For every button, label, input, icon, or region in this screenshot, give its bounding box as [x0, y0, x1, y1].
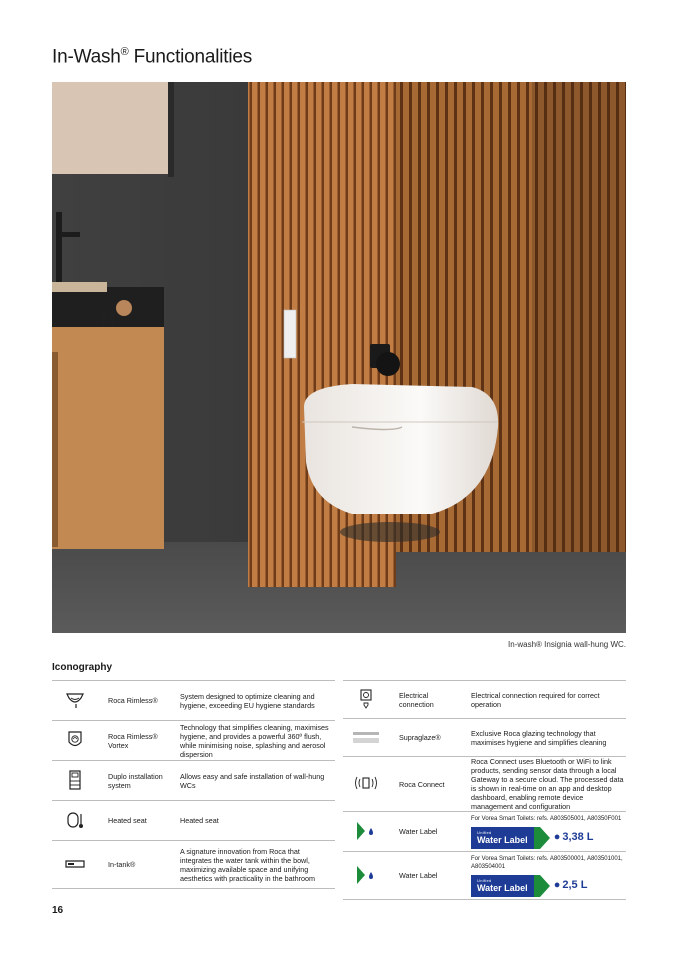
in-tank-icon — [64, 854, 86, 874]
water-label-small: Unified — [477, 877, 492, 883]
table-row — [343, 757, 626, 812]
page-number: 16 — [52, 905, 64, 916]
table-row — [52, 681, 335, 721]
rimless-icon — [64, 690, 86, 710]
feature-name: Electrical connection — [389, 681, 463, 719]
feature-name: Duplo installation system — [98, 761, 172, 801]
feature-name: Supraglaze® — [389, 719, 463, 757]
feature-description: Exclusive Roca glazing technology that maximises hygiene and simplifies cleaning — [463, 719, 626, 757]
table-row — [52, 761, 335, 801]
drop-icon: ● — [553, 831, 561, 844]
feature-description: A signature innovation from Roca that integrates the water tank within the bowl, maximizing available space and unifying aesthetics with practicality in the bathroom — [172, 841, 335, 889]
product-photo — [52, 82, 626, 633]
water-label-icon — [355, 821, 377, 841]
page-title: In-Wash® Functionalities — [52, 46, 253, 68]
water-label-cell — [463, 852, 626, 900]
iconography-heading: Iconography — [52, 662, 113, 673]
water-label-title: Water Label — [477, 835, 528, 846]
feature-name: Water Label — [389, 852, 463, 900]
feature-name: Heated seat — [98, 801, 172, 841]
table-row — [343, 719, 626, 757]
roca-connect-icon — [355, 773, 377, 793]
feature-description: Roca Connect uses Bluetooth or WiFi to link products, sending sensor data through a local Gateway to a secure cloud. The processed data is shown in real-time on an app and desktop dashboard, enabling remote device management and configuration — [463, 757, 626, 812]
table-row — [343, 852, 626, 900]
feature-description: Heated seat — [172, 801, 335, 841]
vortex-icon — [64, 730, 86, 750]
electrical-connection-icon — [355, 689, 377, 709]
iconography-table-left — [52, 680, 335, 889]
iconography-table-right — [343, 680, 626, 900]
water-label-value: 2,5 L — [562, 879, 588, 892]
feature-description: System designed to optimize cleaning and hygiene, exceeding EU hygiene standards — [172, 681, 335, 721]
photo-caption: In-wash® Insignia wall-hung WC. — [508, 640, 626, 649]
supraglaze-icon — [353, 727, 379, 747]
feature-name: In-tank® — [98, 841, 172, 889]
feature-description: Allows easy and safe installation of wall-hung WCs — [172, 761, 335, 801]
feature-description: Technology that simplifies cleaning, maximises hygiene, and provides a powerful 360º flush, while minimising noise, splashing and aerosol dispersion — [172, 721, 335, 761]
water-label-small: Unified — [477, 830, 492, 836]
water-label-cell — [463, 812, 626, 852]
table-row — [52, 841, 335, 889]
water-label-icon — [355, 865, 377, 885]
feature-name: Roca Connect — [389, 757, 463, 812]
water-label-note: For Vorea Smart Toilets: refs. A803505001, A80350F001 — [471, 815, 622, 822]
duplo-icon — [64, 770, 86, 790]
table-row — [343, 681, 626, 719]
feature-name: Water Label — [389, 812, 463, 852]
water-label-title: Water Label — [477, 882, 528, 893]
feature-description: Electrical connection required for correct operation — [463, 681, 626, 719]
water-label-note: For Vorea Smart Toilets: refs. A803500001, A803501001, A803504001 — [471, 856, 623, 870]
water-label-value: 3,38 L — [562, 831, 594, 844]
water-label-badge — [471, 827, 594, 849]
feature-name: Roca Rimless® Vortex — [98, 721, 172, 761]
feature-name: Roca Rimless® — [98, 681, 172, 721]
water-label-badge — [471, 875, 587, 897]
table-row — [52, 801, 335, 841]
table-row — [343, 812, 626, 852]
heated-seat-icon — [64, 810, 86, 830]
table-row — [52, 721, 335, 761]
drop-icon: ● — [553, 879, 561, 892]
